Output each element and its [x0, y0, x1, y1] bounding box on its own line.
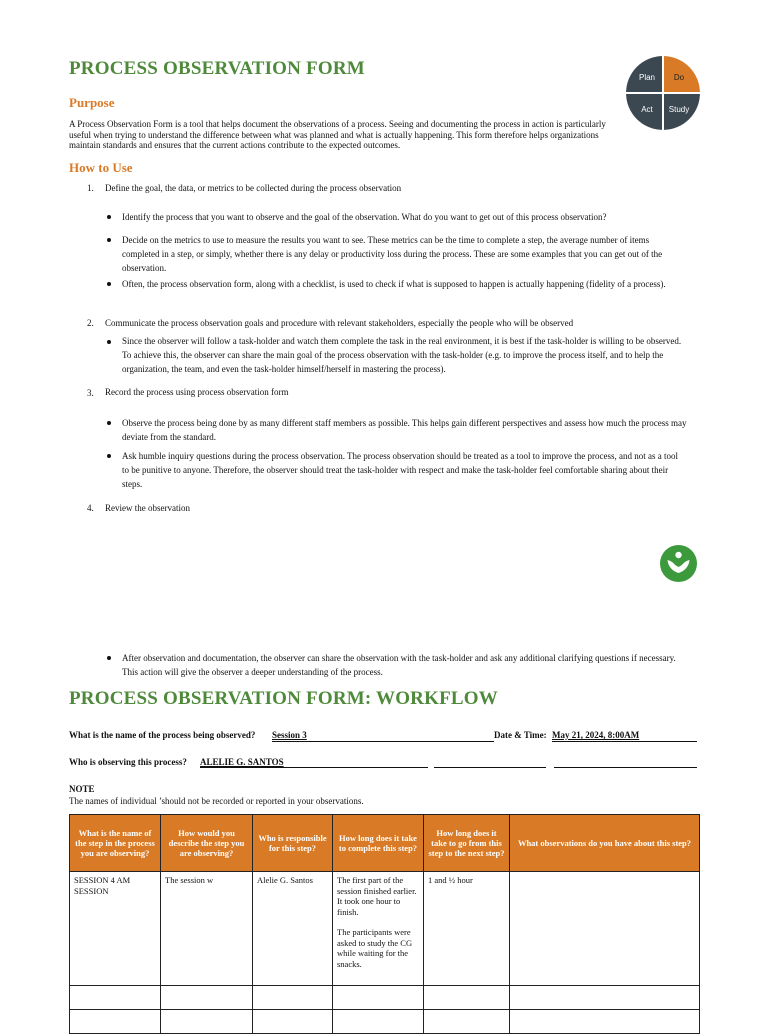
duration-text-b: The participants were asked to study the CG while waiting for the snacks. — [337, 927, 413, 969]
cell-empty[interactable] — [161, 986, 253, 1010]
bullet-dot — [107, 215, 111, 219]
bullet-text: After observation and documentation, the observer can share the observation with the task-holder and ask any additional clarifying questions if necessary. This action will give the observer a deeper understanding of the process. — [122, 653, 676, 677]
col-step-description: How would you describe the step you are observing? — [161, 815, 253, 872]
bullet-dot — [107, 340, 111, 344]
cell-empty[interactable] — [253, 986, 333, 1010]
pdca-do: Do — [664, 56, 700, 92]
col-observations: What observations do you have about this step? — [510, 815, 700, 872]
blank-underline-2 — [554, 767, 697, 768]
note-text: The names of individual ’should not be recorded or reported in your observations. — [69, 796, 364, 806]
process-name-field[interactable]: Session 3 — [272, 730, 307, 740]
pdca-study: Study — [664, 94, 700, 130]
pdca-act: Act — [626, 94, 662, 130]
pdca-cycle-graphic — [626, 56, 700, 130]
bullet-text: Often, the process observation form, along with a checklist, is used to check if what is supposed to happen is actually happening (fidelity of a process). — [122, 279, 666, 289]
bullet-dot — [107, 238, 111, 242]
col-step-name: What is the name of the step in the process you are observing? — [70, 815, 161, 872]
process-name-label: What is the name of the process being observed? — [69, 730, 256, 740]
table-row — [70, 872, 700, 986]
cell-step-name[interactable]: SESSION 4 AM SESSION — [70, 872, 161, 986]
bullet-text: Decide on the metrics to use to measure the results you want to see. These metrics can be the time to complete a step, the average number of items completed in a step, or simply, whether there is any delay or productivity loss during the process. These are some examples that you can get out of the observation. — [122, 235, 663, 273]
table-header-row — [70, 815, 700, 872]
step-number: 2. — [87, 318, 94, 328]
cell-empty[interactable] — [70, 1010, 161, 1034]
note-heading: NOTE — [69, 784, 95, 794]
cell-empty[interactable] — [70, 986, 161, 1010]
cell-empty[interactable] — [333, 986, 424, 1010]
bullet-dot — [107, 454, 111, 458]
cell-empty[interactable] — [253, 1010, 333, 1034]
date-time-underline — [552, 741, 697, 742]
step-text: Communicate the process observation goals and procedure with relevant stakeholders, especially the people who will be observed — [105, 318, 574, 328]
bullet-dot — [107, 421, 111, 425]
observer-field[interactable]: ALELIE G. SANTOS — [200, 757, 284, 767]
cell-empty[interactable] — [510, 1010, 700, 1034]
cell-observations[interactable] — [510, 872, 700, 986]
col-duration: How long does it take to complete this step? — [333, 815, 424, 872]
cell-duration[interactable] — [333, 872, 424, 986]
cell-empty[interactable] — [510, 986, 700, 1010]
table-row — [70, 1010, 700, 1034]
cell-empty[interactable] — [333, 1010, 424, 1034]
process-name-underline — [272, 741, 494, 742]
leaf-logo-icon — [660, 545, 697, 582]
purpose-text: A Process Observation Form is a tool that helps document the observations of a process. Seeing and documenting the process in action is particularly useful when trying to understand the difference between what was planned and what is actually happening. This form therefore helps organizations maintain standards and ensures that the current actions contribute to the expected outcomes. — [69, 119, 606, 150]
workflow-title: PROCESS OBSERVATION FORM: WORKFLOW — [69, 688, 498, 709]
step-number: 3. — [87, 388, 94, 398]
bullet-text: Ask humble inquiry questions during the process observation. The process observation should be treated as a tool to improve the process, and not as a tool to be punitive to anyone. Therefore, the observer should treat the task-holder with respect and make the task-holder feel comfortable sharing about their steps. — [122, 451, 678, 489]
cell-empty[interactable] — [161, 1010, 253, 1034]
blank-underline-1 — [434, 767, 546, 768]
observation-table — [69, 814, 700, 1034]
duration-text-a: The first part of the session finished earlier. It took one hour to finish. — [337, 875, 417, 917]
step-text: Record the process using process observation form — [105, 387, 289, 397]
how-to-use-heading: How to Use — [69, 160, 133, 175]
bullet-text: Since the observer will follow a task-holder and watch them complete the task in the real environment, it is best if the task-holder is willing to be observed. To achieve this, the observer can share the main goal of the process observation with the task-holder (e.g. to improve the process itself, and to help the organization, the team, and even the task-holder himself/herself in mastering the process). — [122, 336, 682, 374]
pdca-plan: Plan — [626, 56, 662, 92]
bullet-dot — [107, 282, 111, 286]
purpose-heading: Purpose — [69, 95, 115, 110]
step-number: 4. — [87, 503, 94, 513]
bullet-text: Identify the process that you want to observe and the goal of the observation. What do you want to get out of this process observation? — [122, 212, 607, 222]
cell-transition[interactable]: 1 and ½ hour — [424, 872, 510, 986]
step-text: Review the observation — [105, 503, 190, 513]
cell-description[interactable]: The session w — [161, 872, 253, 986]
cell-empty[interactable] — [424, 1010, 510, 1034]
date-time-label: Date & Time: — [494, 730, 547, 740]
date-time-field[interactable]: May 21, 2024, 8:00AM — [552, 730, 640, 740]
cell-responsible[interactable]: Alelie G. Santos — [253, 872, 333, 986]
bullet-dot — [107, 656, 111, 660]
observer-underline — [200, 767, 428, 768]
col-responsible: Who is responsible for this step? — [253, 815, 333, 872]
page-title: PROCESS OBSERVATION FORM — [69, 58, 365, 79]
table-row — [70, 986, 700, 1010]
cell-empty[interactable] — [424, 986, 510, 1010]
bullet-text: Observe the process being done by as many different staff members as possible. This helps gain different perspectives and assess how much the process may deviate from the standard. — [122, 418, 687, 442]
observer-label: Who is observing this process? — [69, 757, 187, 767]
col-transition-time: How long does it take to go from this step to the next step? — [424, 815, 510, 872]
step-text: Define the goal, the data, or metrics to be collected during the process observation — [105, 183, 402, 193]
step-number: 1. — [87, 183, 94, 193]
